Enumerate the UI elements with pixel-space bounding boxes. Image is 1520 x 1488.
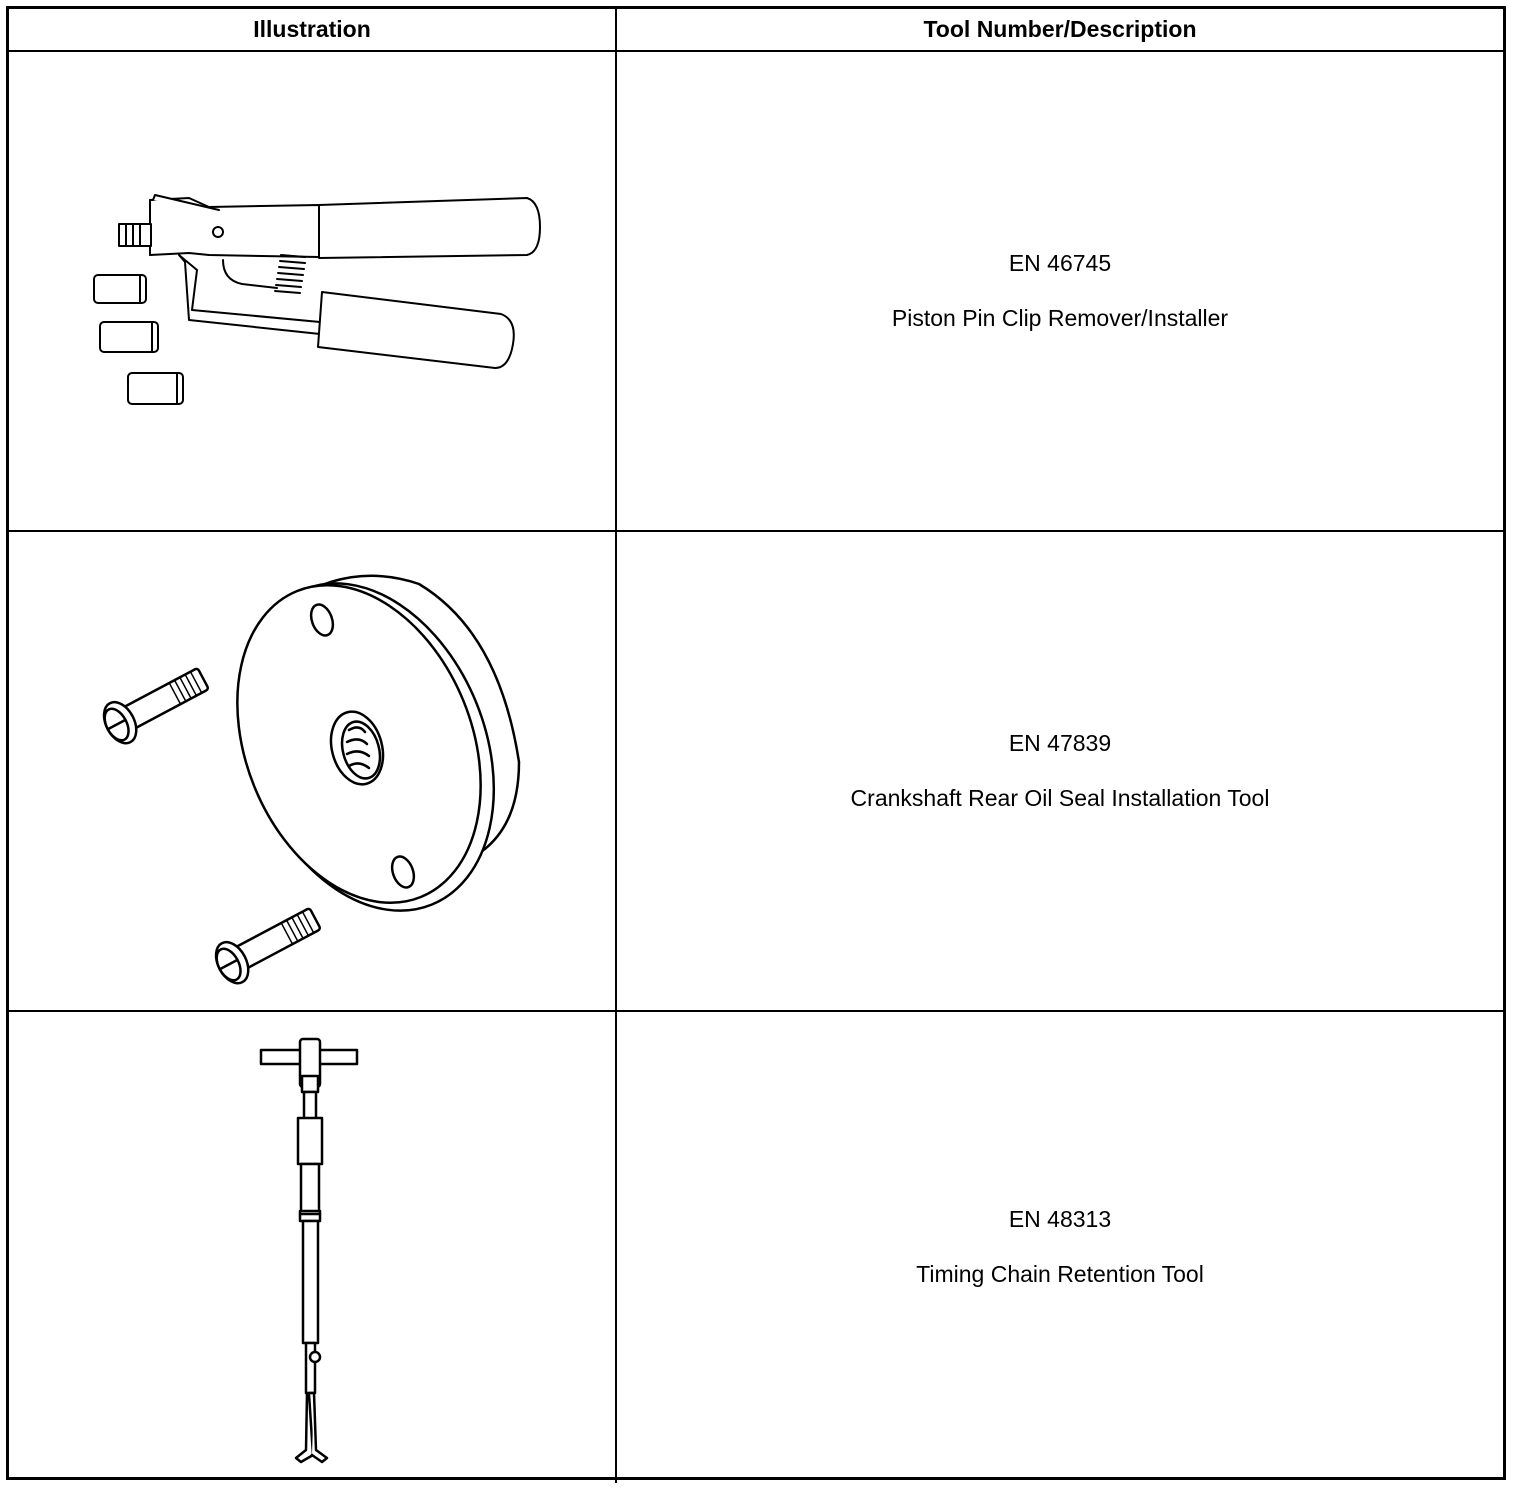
tool-description: Crankshaft Rear Oil Seal Installation Tool: [850, 785, 1270, 811]
table-row: [9, 1012, 1503, 1483]
table-row: [9, 52, 1503, 532]
tool-description-cell: [617, 52, 1503, 530]
tool-number: EN 48313: [1008, 1206, 1112, 1232]
table-header-row: [9, 9, 1503, 52]
tool-description-cell: [617, 532, 1503, 1010]
illustration-cell: [9, 1012, 617, 1483]
table-row: [9, 532, 1503, 1012]
illustration-cell: [9, 52, 617, 530]
header-illustration: Illustration: [9, 9, 617, 50]
tool-description-cell: [617, 1012, 1503, 1483]
illustration-cell: [9, 532, 617, 1010]
tool-number: EN 46745: [1008, 250, 1112, 276]
tool-number: EN 47839: [1008, 730, 1112, 756]
seal-installer-disc-icon: [9, 532, 615, 1010]
tool-description: Piston Pin Clip Remover/Installer: [891, 305, 1229, 331]
tool-description: Timing Chain Retention Tool: [916, 1261, 1204, 1287]
header-tool-description: Tool Number/Description: [923, 16, 1197, 42]
t-handle-retention-tool-icon: [9, 1012, 615, 1480]
piston-pin-clip-pliers-icon: [9, 52, 615, 530]
tools-table: [6, 6, 1506, 1480]
